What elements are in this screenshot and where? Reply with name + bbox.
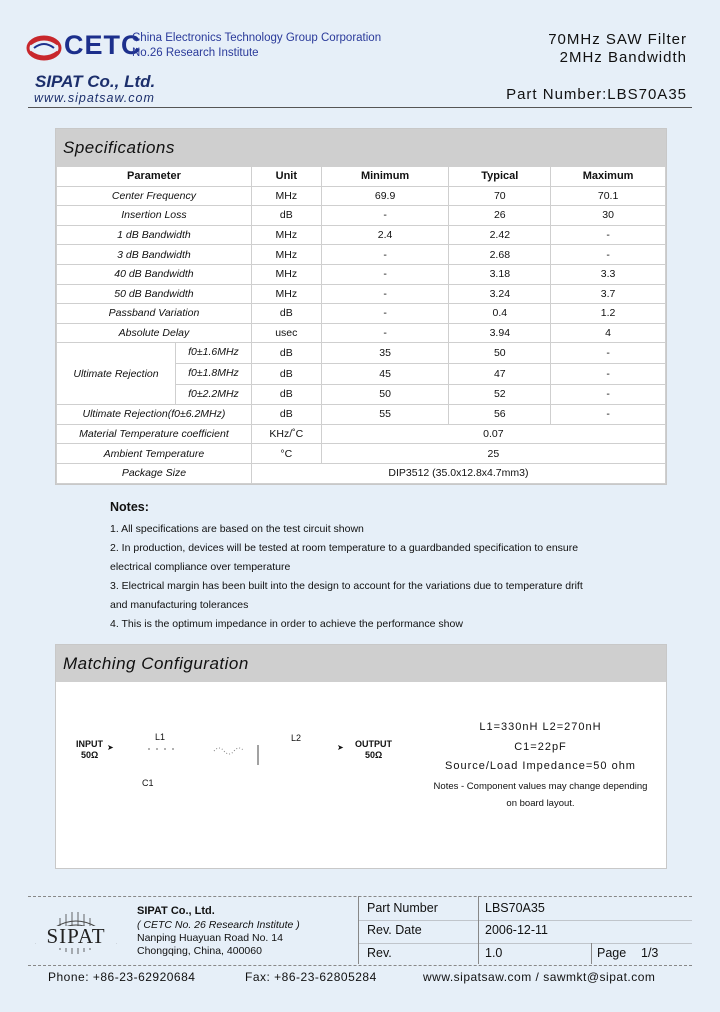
param-cell: Passband Variation <box>57 304 252 324</box>
param-cell: 3 dB Bandwidth <box>57 245 252 265</box>
footer-part-label: Part Number <box>367 901 438 915</box>
min-cell: 45 <box>321 363 449 384</box>
max-cell: 70.1 <box>551 186 666 206</box>
note-line: electrical compliance over temperature <box>110 561 291 573</box>
note-line: 2. In production, devices will be tested at room temperature to a guardbanded specification to ensure <box>110 542 579 554</box>
unit-cell: dB <box>251 405 321 425</box>
footer-date-value: 2006-12-11 <box>485 923 549 937</box>
note-line: and manufacturing tolerances <box>110 599 249 611</box>
unit-cell: MHz <box>251 186 321 206</box>
value-cell: 25 <box>321 444 665 464</box>
param-cell: Ambient Temperature <box>57 444 252 464</box>
footer-divider <box>478 896 479 964</box>
table-row <box>57 343 666 364</box>
notes-title: Notes: <box>110 500 149 514</box>
param-cell: Material Temperature coefficient <box>57 424 252 444</box>
typ-cell: 50 <box>449 343 551 364</box>
min-cell: 50 <box>321 384 449 405</box>
table-row <box>57 444 666 464</box>
org-name: China Electronics Technology Group Corporation <box>132 32 382 44</box>
typ-cell: 0.4 <box>449 304 551 324</box>
sipat-seal-text: SIPAT <box>46 924 106 948</box>
table-row <box>57 206 666 226</box>
capacitor-value: C1=22pF <box>514 741 567 753</box>
input-impedance: 50Ω <box>81 750 99 760</box>
table-row <box>57 323 666 343</box>
typ-cell: 70 <box>449 186 551 206</box>
c1-label: C1 <box>142 778 154 788</box>
specifications-section <box>55 128 667 485</box>
typ-cell: 2.68 <box>449 245 551 265</box>
rejection-offset: f0±1.8MHz <box>176 364 251 385</box>
unit-cell: MHz <box>251 284 321 304</box>
unit-cell: MHz <box>251 245 321 265</box>
typ-cell: 2.42 <box>449 225 551 245</box>
footer-page-label: Page <box>597 946 627 960</box>
min-cell: - <box>321 284 449 304</box>
max-cell: - <box>551 225 666 245</box>
product-title: 70MHz SAW Filter <box>548 31 687 48</box>
col-unit: Unit <box>251 167 321 187</box>
table-row <box>57 284 666 304</box>
max-cell: - <box>551 343 666 364</box>
typ-cell: 3.94 <box>449 323 551 343</box>
footer-institute: ( CETC No. 26 Research Institute ) <box>137 919 300 931</box>
footer-page-value: 1/3 <box>641 946 659 960</box>
output-arrow-icon: ➤ <box>337 743 344 752</box>
typ-cell: 47 <box>449 363 551 384</box>
footer-address: Nanping Huayuan Road No. 14 <box>137 932 283 944</box>
unit-cell: MHz <box>251 264 321 284</box>
unit-cell: dB <box>251 206 321 226</box>
component-values: L1=330nH L2=270nH <box>479 721 602 733</box>
unit-cell: dB <box>251 343 321 364</box>
company-name: SIPAT Co., Ltd. <box>35 72 156 91</box>
notes-block <box>110 500 630 634</box>
org-institute: No.26 Research Institute <box>132 47 259 59</box>
min-cell: - <box>321 304 449 324</box>
footer-rev-value: 1.0 <box>485 946 503 960</box>
matching-note: Notes - Component values may change depending <box>433 781 648 792</box>
rejection-cell <box>57 343 252 405</box>
typ-cell: 26 <box>449 206 551 226</box>
rejection-label: Ultimate Rejection <box>73 367 159 380</box>
value-cell: 0.07 <box>321 424 665 444</box>
table-row <box>57 405 666 425</box>
l2-label: L2 <box>291 733 302 743</box>
param-cell: Center Frequency <box>57 186 252 206</box>
col-minimum: Minimum <box>321 167 449 187</box>
footer-part-value: LBS70A35 <box>485 901 545 915</box>
footer-fax: Fax: +86-23-62805284 <box>245 970 377 984</box>
table-row <box>57 264 666 284</box>
param-cell: 50 dB Bandwidth <box>57 284 252 304</box>
product-subtitle: 2MHz Bandwidth <box>559 49 687 66</box>
param-cell: 1 dB Bandwidth <box>57 225 252 245</box>
table-header-row <box>57 167 666 187</box>
specifications-table <box>56 166 666 484</box>
typ-cell: 56 <box>449 405 551 425</box>
unit-cell: dB <box>251 363 321 384</box>
unit-cell: KHz/˚C <box>251 424 321 444</box>
param-cell: Ultimate Rejection(f0±6.2MHz) <box>57 405 252 425</box>
footer-rev-label: Rev. <box>367 946 392 960</box>
table-row <box>57 245 666 265</box>
min-cell: - <box>321 323 449 343</box>
footer-divider <box>358 896 359 964</box>
min-cell: 2.4 <box>321 225 449 245</box>
max-cell: - <box>551 363 666 384</box>
company-url[interactable]: www.sipatsaw.com <box>34 91 155 105</box>
value-cell: DIP3512 (35.0x12.8x4.7mm3) <box>251 463 665 483</box>
min-cell: 69.9 <box>321 186 449 206</box>
typ-cell: 52 <box>449 384 551 405</box>
circuit-sketch-icon <box>146 745 276 765</box>
table-row <box>57 424 666 444</box>
output-label: OUTPUT <box>355 739 392 749</box>
footer-divider <box>591 943 592 964</box>
min-cell: 35 <box>321 343 449 364</box>
cetc-logo-icon <box>26 30 62 66</box>
max-cell: 1.2 <box>551 304 666 324</box>
footer-row-line <box>358 920 692 921</box>
param-cell: Insertion Loss <box>57 206 252 226</box>
matching-heading: Matching Configuration <box>56 645 666 682</box>
input-label: INPUT <box>76 739 103 749</box>
max-cell: 4 <box>551 323 666 343</box>
col-maximum: Maximum <box>551 167 666 187</box>
typ-cell: 3.24 <box>449 284 551 304</box>
max-cell: 3.3 <box>551 264 666 284</box>
matching-section <box>55 644 667 869</box>
note-line: 3. Electrical margin has been built into the design to account for the variations due to temperature drift <box>110 580 583 592</box>
param-cell: Package Size <box>57 463 252 483</box>
cetc-logo-text: CETC <box>64 30 142 60</box>
matching-note: on board layout. <box>506 798 575 809</box>
min-cell: 55 <box>321 405 449 425</box>
note-line: 1. All specifications are based on the test circuit shown <box>110 523 364 535</box>
footer-web-email[interactable]: www.sipatsaw.com / sawmkt@sipat.com <box>423 970 656 984</box>
impedance-value: Source/Load Impedance=50 ohm <box>445 760 636 772</box>
output-impedance: 50Ω <box>365 750 383 760</box>
specifications-heading: Specifications <box>56 129 666 166</box>
header-divider <box>28 107 692 108</box>
part-number: Part Number:LBS70A35 <box>506 86 687 103</box>
min-cell: - <box>321 206 449 226</box>
table-row <box>57 304 666 324</box>
footer-row-line <box>358 943 692 944</box>
footer-date-label: Rev. Date <box>367 923 422 937</box>
col-parameter: Parameter <box>57 167 252 187</box>
unit-cell: °C <box>251 444 321 464</box>
max-cell: 3.7 <box>551 284 666 304</box>
max-cell: 30 <box>551 206 666 226</box>
table-row <box>57 186 666 206</box>
footer-box <box>28 896 692 966</box>
table-row <box>57 463 666 483</box>
unit-cell: dB <box>251 304 321 324</box>
unit-cell: dB <box>251 384 321 405</box>
table-row <box>57 225 666 245</box>
max-cell: - <box>551 384 666 405</box>
col-typical: Typical <box>449 167 551 187</box>
min-cell: - <box>321 245 449 265</box>
rejection-offset: f0±2.2MHz <box>188 387 239 400</box>
rejection-offset: f0±1.6MHz <box>176 343 251 364</box>
unit-cell: usec <box>251 323 321 343</box>
footer-phone: Phone: +86-23-62920684 <box>48 970 196 984</box>
max-cell: - <box>551 405 666 425</box>
l1-label: L1 <box>155 732 166 742</box>
unit-cell: MHz <box>251 225 321 245</box>
typ-cell: 3.18 <box>449 264 551 284</box>
input-arrow-icon: ➤ <box>107 743 114 752</box>
note-line: 4. This is the optimum impedance in order to achieve the performance show <box>110 618 463 630</box>
sipat-seal-icon <box>30 900 122 962</box>
min-cell: - <box>321 264 449 284</box>
max-cell: - <box>551 245 666 265</box>
param-cell: Absolute Delay <box>57 323 252 343</box>
param-cell: 40 dB Bandwidth <box>57 264 252 284</box>
footer-city: Chongqing, China, 400060 <box>137 945 262 957</box>
footer-company: SIPAT Co., Ltd. <box>137 905 215 917</box>
